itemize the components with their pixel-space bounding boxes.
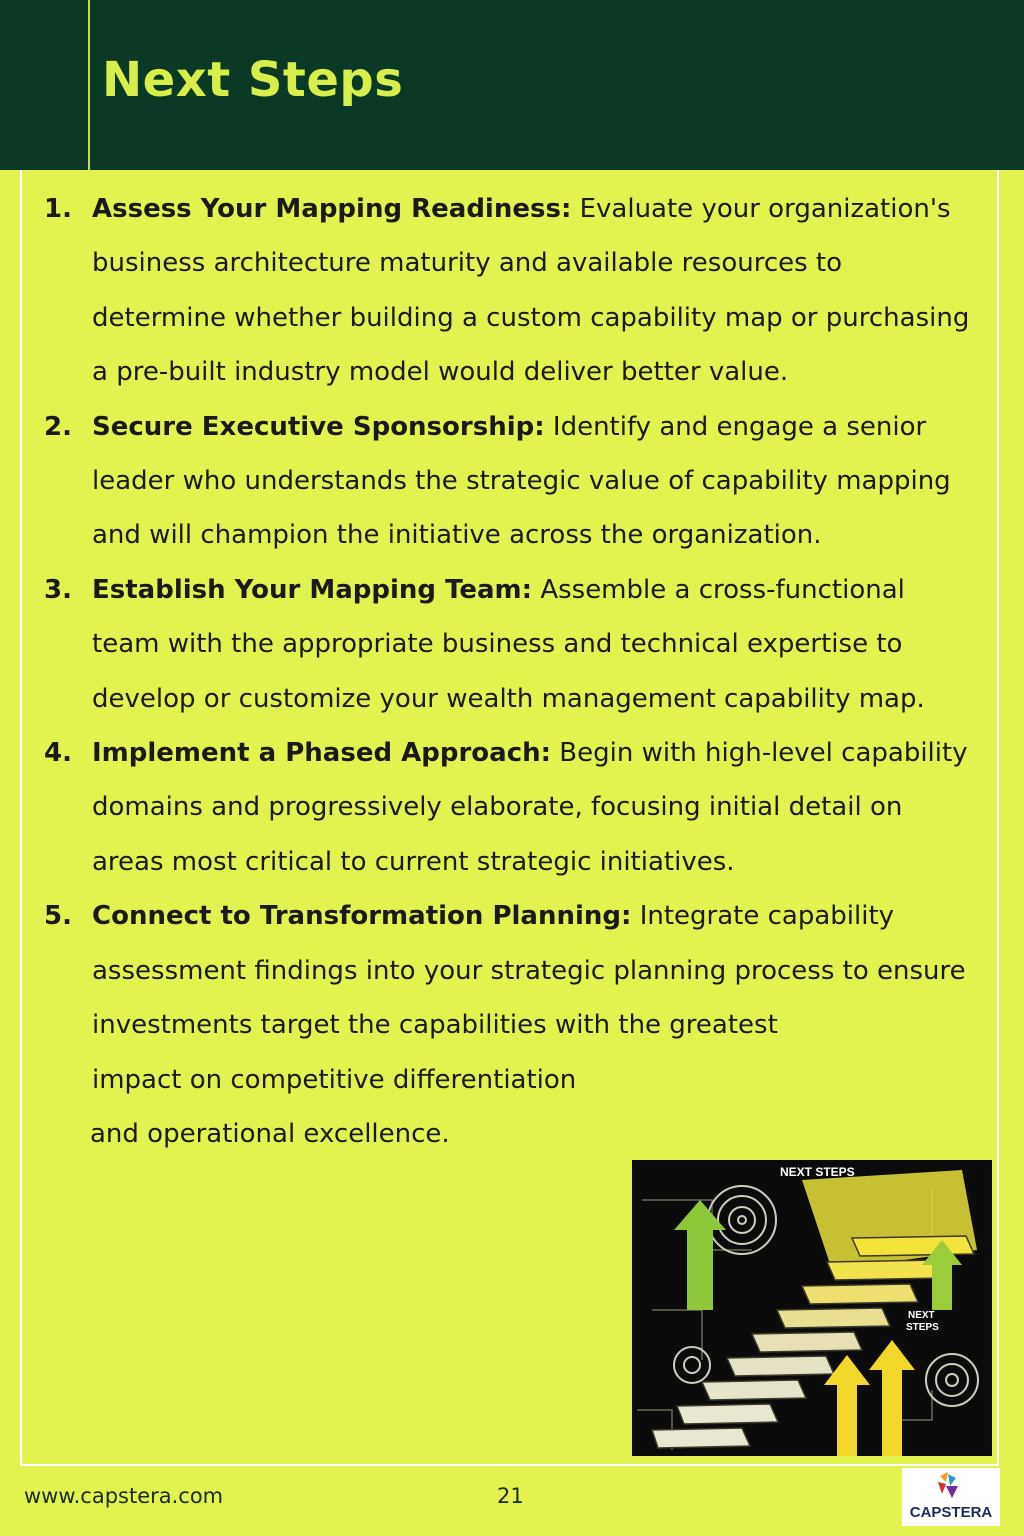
step-number: 3. bbox=[44, 574, 72, 605]
steps-list bbox=[40, 182, 980, 1161]
step-text: Assemble a cross-functional team with the appropriate business and technical expertise to develop or customize your wealth management capability map. bbox=[92, 574, 925, 714]
logo-icon bbox=[902, 1468, 1000, 1504]
step-text: Evaluate your organization's business architecture maturity and available resources to determine whether building a custom capability map or purchasing a pre-built industry model would deliver better value. bbox=[92, 194, 970, 388]
step-number: 5. bbox=[44, 901, 72, 932]
step-text-continued bbox=[92, 1053, 672, 1162]
step-text-line: impact on competitive differentiation bbox=[92, 1064, 577, 1095]
step-title: Implement a Phased Approach: bbox=[92, 738, 552, 769]
logo-text: CAPSTERA bbox=[909, 1504, 993, 1521]
footer-url[interactable]: www.capstera.com bbox=[24, 1484, 224, 1508]
step-text: Identify and engage a senior leader who understands the strategic value of capability mapping and will champion the initiative across the organization. bbox=[92, 411, 951, 551]
next-steps-illustration bbox=[632, 1160, 992, 1456]
header-divider bbox=[88, 0, 90, 170]
step-text: Integrate capability assessment findings into your strategic planning process to ensure investments target the capabilities with the greatest bbox=[92, 901, 966, 1041]
step-number: 2. bbox=[44, 411, 72, 442]
step-title: Assess Your Mapping Readiness: bbox=[92, 194, 572, 224]
illustration-caption: NEXT STEPS bbox=[780, 1165, 855, 1179]
step-text-line: and operational excellence. bbox=[90, 1118, 450, 1149]
step-item bbox=[40, 563, 980, 726]
illustration-caption: STEPS bbox=[906, 1322, 939, 1333]
step-item bbox=[40, 726, 980, 889]
step-title: Secure Executive Sponsorship: bbox=[92, 411, 545, 442]
step-number: 1. bbox=[44, 194, 72, 224]
page-title: Next Steps bbox=[102, 52, 404, 108]
step-item bbox=[40, 400, 980, 563]
illustration-caption: NEXT bbox=[908, 1310, 935, 1321]
step-item bbox=[40, 889, 980, 1161]
page-number: 21 bbox=[497, 1484, 524, 1508]
capstera-logo bbox=[902, 1468, 1000, 1526]
step-title: Connect to Transformation Planning: bbox=[92, 901, 632, 932]
step-item bbox=[40, 182, 980, 400]
step-number: 4. bbox=[44, 738, 72, 769]
step-text: Begin with high-level capability domains and progressively elaborate, focusing initial detail on areas most critical to current strategic initiatives. bbox=[92, 738, 968, 877]
staircase-image bbox=[632, 1160, 992, 1456]
step-title: Establish Your Mapping Team: bbox=[92, 574, 533, 605]
